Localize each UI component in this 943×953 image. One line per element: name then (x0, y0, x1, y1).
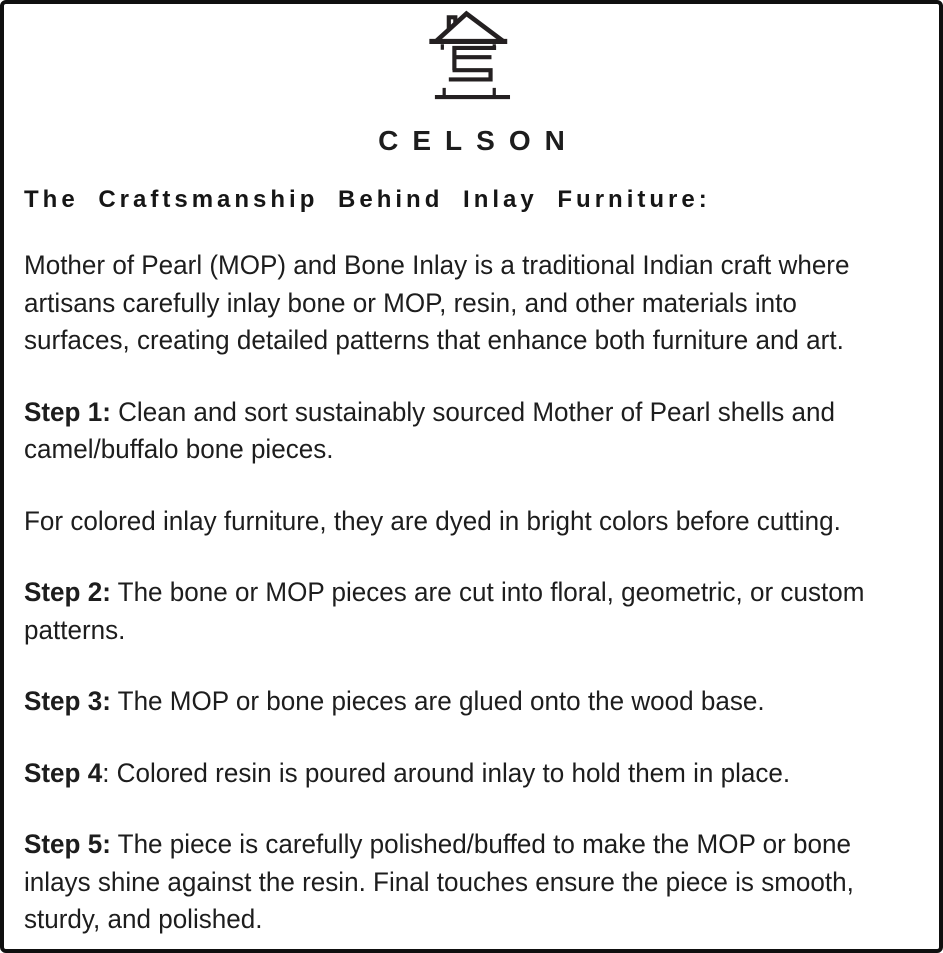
logo-roof (435, 14, 503, 42)
intro-paragraph (24, 247, 893, 360)
step-4-label: Step 4 (24, 757, 103, 788)
page-title: The Craftsmanship Behind Inlay Furniture: (24, 186, 711, 213)
step-2-label: Step 2: (24, 577, 111, 607)
colored-inlay-note (24, 503, 893, 541)
paragraph-text: For colored inlay furniture, they are dyed in bright colors before cutting. (24, 505, 841, 536)
step-3-text: The MOP or bone pieces are glued onto the wood base. (110, 686, 765, 716)
step-5-label: Step 5: (24, 829, 111, 859)
step-2-text: The bone or MOP pieces are cut into floral, geometric, or custom patterns. (24, 577, 865, 645)
step-3-label: Step 3: (24, 686, 111, 716)
step-1-paragraph (24, 394, 893, 469)
step-4-text: : Colored resin is poured around inlay to hold them in place. (102, 757, 791, 788)
celson-house-s-logo-icon (422, 9, 522, 111)
step-1-text: Clean and sort sustainably sourced Mother of Pearl shells and camel/buffalo bone pieces. (24, 396, 836, 464)
body-text (24, 247, 893, 953)
step-4-paragraph (24, 755, 893, 793)
logo-ground-ticks (444, 88, 494, 95)
step-3-paragraph (24, 683, 893, 721)
step-1-label: Step 1: (24, 396, 111, 427)
step-5-paragraph (24, 826, 893, 939)
step-5-text: The piece is carefully polished/buffed to make the MOP or bone inlays shine against the resin. Final touches ensure the piece is smooth, sturdy, and polished. (24, 829, 854, 934)
paragraph-text: Mother of Pearl (MOP) and Bone Inlay is a traditional Indian craft where artisans carefully inlay bone or MOP, resin, and other materials into surfaces, creating detailed patterns that enhance both furniture and art. (24, 250, 850, 355)
brand-name: CELSON (378, 125, 579, 156)
step-2-paragraph (24, 574, 893, 649)
logo-s-monogram (448, 48, 495, 80)
